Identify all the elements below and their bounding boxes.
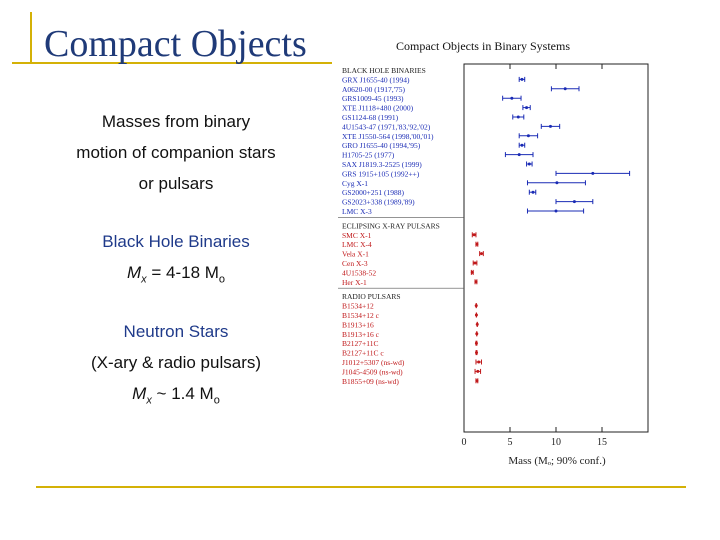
- row-label: B1913+16 c: [342, 329, 379, 339]
- accent-bottom-line: [36, 486, 686, 488]
- row-label: Cen X-3: [342, 259, 368, 268]
- row-label: Cyg X-1: [342, 178, 369, 188]
- row-label: B2127+11C: [342, 339, 379, 349]
- group-heading: BLACK HOLE BINARIES: [342, 66, 426, 75]
- data-point: [573, 200, 576, 203]
- row-label: XTE J1550-564 (1998,'00,'01): [342, 131, 434, 141]
- row-label: B1534+12: [342, 301, 374, 311]
- data-point: [591, 172, 594, 175]
- data-point: [527, 134, 530, 137]
- row-label: B1855+09 (ns-wd): [342, 376, 399, 386]
- row-label: B2127+11C c: [342, 348, 384, 358]
- data-point: [475, 342, 478, 345]
- data-point: [532, 191, 535, 194]
- x-tick-label: 15: [597, 437, 607, 448]
- data-point: [475, 304, 478, 307]
- data-point: [475, 351, 478, 354]
- row-label: Her X-1: [342, 277, 367, 287]
- row-label: J1045-4509 (ns-wd): [342, 367, 403, 377]
- data-point: [476, 370, 479, 373]
- x-axis-label: Mass (Mₒ; 90% conf.): [508, 455, 606, 467]
- row-label: GS1124-68 (1991): [342, 113, 399, 122]
- row-label: GS2023+338 (1989,'89): [342, 197, 415, 207]
- data-point: [555, 210, 558, 213]
- masses-line-1: Masses from binary: [101, 112, 251, 131]
- ns-sub: (X-ary & radio pulsars): [90, 353, 262, 372]
- ns-block: [46, 316, 306, 416]
- data-point: [520, 144, 523, 147]
- data-point: [555, 181, 558, 184]
- row-label: B1913+16: [342, 320, 374, 330]
- group-heading: ECLIPSING X-RAY PULSARS: [342, 221, 440, 231]
- data-point: [480, 252, 483, 255]
- row-label: GRS1009-45 (1993): [342, 94, 404, 104]
- data-point: [475, 243, 478, 246]
- data-point: [475, 314, 478, 317]
- data-point: [475, 379, 478, 382]
- row-label: SAX J1819.3-2525 (1999): [342, 160, 422, 169]
- data-point: [517, 116, 520, 119]
- row-label: Vela X-1: [342, 249, 369, 259]
- x-tick-label: 5: [507, 437, 513, 448]
- masses-line-3: or pulsars: [138, 174, 214, 193]
- data-point: [476, 323, 479, 326]
- bh-mass: $M_x = 4-18$ $M_o$: [126, 263, 226, 286]
- data-point: [525, 106, 528, 109]
- x-tick-label: 10: [551, 437, 561, 448]
- row-label: A0620-00 (1917,'75): [342, 84, 406, 94]
- row-label: GRX J1655-40 (1994): [342, 75, 410, 85]
- row-label: SMC X-1: [342, 230, 372, 240]
- ns-mass: $M_x$ ~ 1.4 $M_o$: [132, 384, 220, 407]
- data-point: [477, 361, 480, 364]
- masses-line-2: motion of companion stars: [76, 143, 276, 162]
- row-label: XTE J1118+480 (2000): [342, 103, 414, 113]
- ns-heading: Neutron Stars: [123, 322, 229, 341]
- row-label: 4U1543-47 (1971,'83,'92,'02): [342, 122, 431, 132]
- row-label: LMC X-4: [342, 240, 372, 250]
- mass-chart: [338, 34, 668, 474]
- data-point: [474, 262, 477, 265]
- data-point: [528, 163, 531, 166]
- data-point: [510, 97, 513, 100]
- data-point: [473, 233, 476, 236]
- masses-text: [46, 106, 306, 199]
- data-point: [471, 271, 474, 274]
- row-label: H1705-25 (1977): [342, 150, 395, 160]
- plot-frame: [464, 64, 648, 432]
- data-point: [475, 332, 478, 335]
- data-point: [520, 78, 523, 81]
- chart-title: Compact Objects in Binary Systems: [396, 39, 570, 53]
- row-label: B1534+12 c: [342, 311, 379, 320]
- accent-vertical-line: [30, 12, 32, 64]
- bh-block: [46, 226, 306, 295]
- row-label: GRO J1655-40 (1994,'95): [342, 141, 421, 151]
- data-point: [549, 125, 552, 128]
- row-label: J1012+5307 (ns-wd): [342, 358, 405, 367]
- data-point: [518, 153, 521, 156]
- row-label: GS2000+251 (1988): [342, 188, 404, 198]
- x-tick-label: 0: [461, 437, 467, 448]
- row-label: GRS 1915+105 (1992++): [342, 169, 420, 179]
- data-point: [474, 280, 477, 283]
- data-point: [564, 87, 567, 90]
- slide-title: Compact Objects: [44, 23, 307, 65]
- row-label: LMC X-3: [342, 207, 372, 216]
- group-heading: RADIO PULSARS: [342, 292, 401, 302]
- chart-svg: [338, 34, 668, 474]
- row-label: 4U1538-52: [342, 268, 377, 278]
- bh-heading: Black Hole Binaries: [102, 232, 250, 251]
